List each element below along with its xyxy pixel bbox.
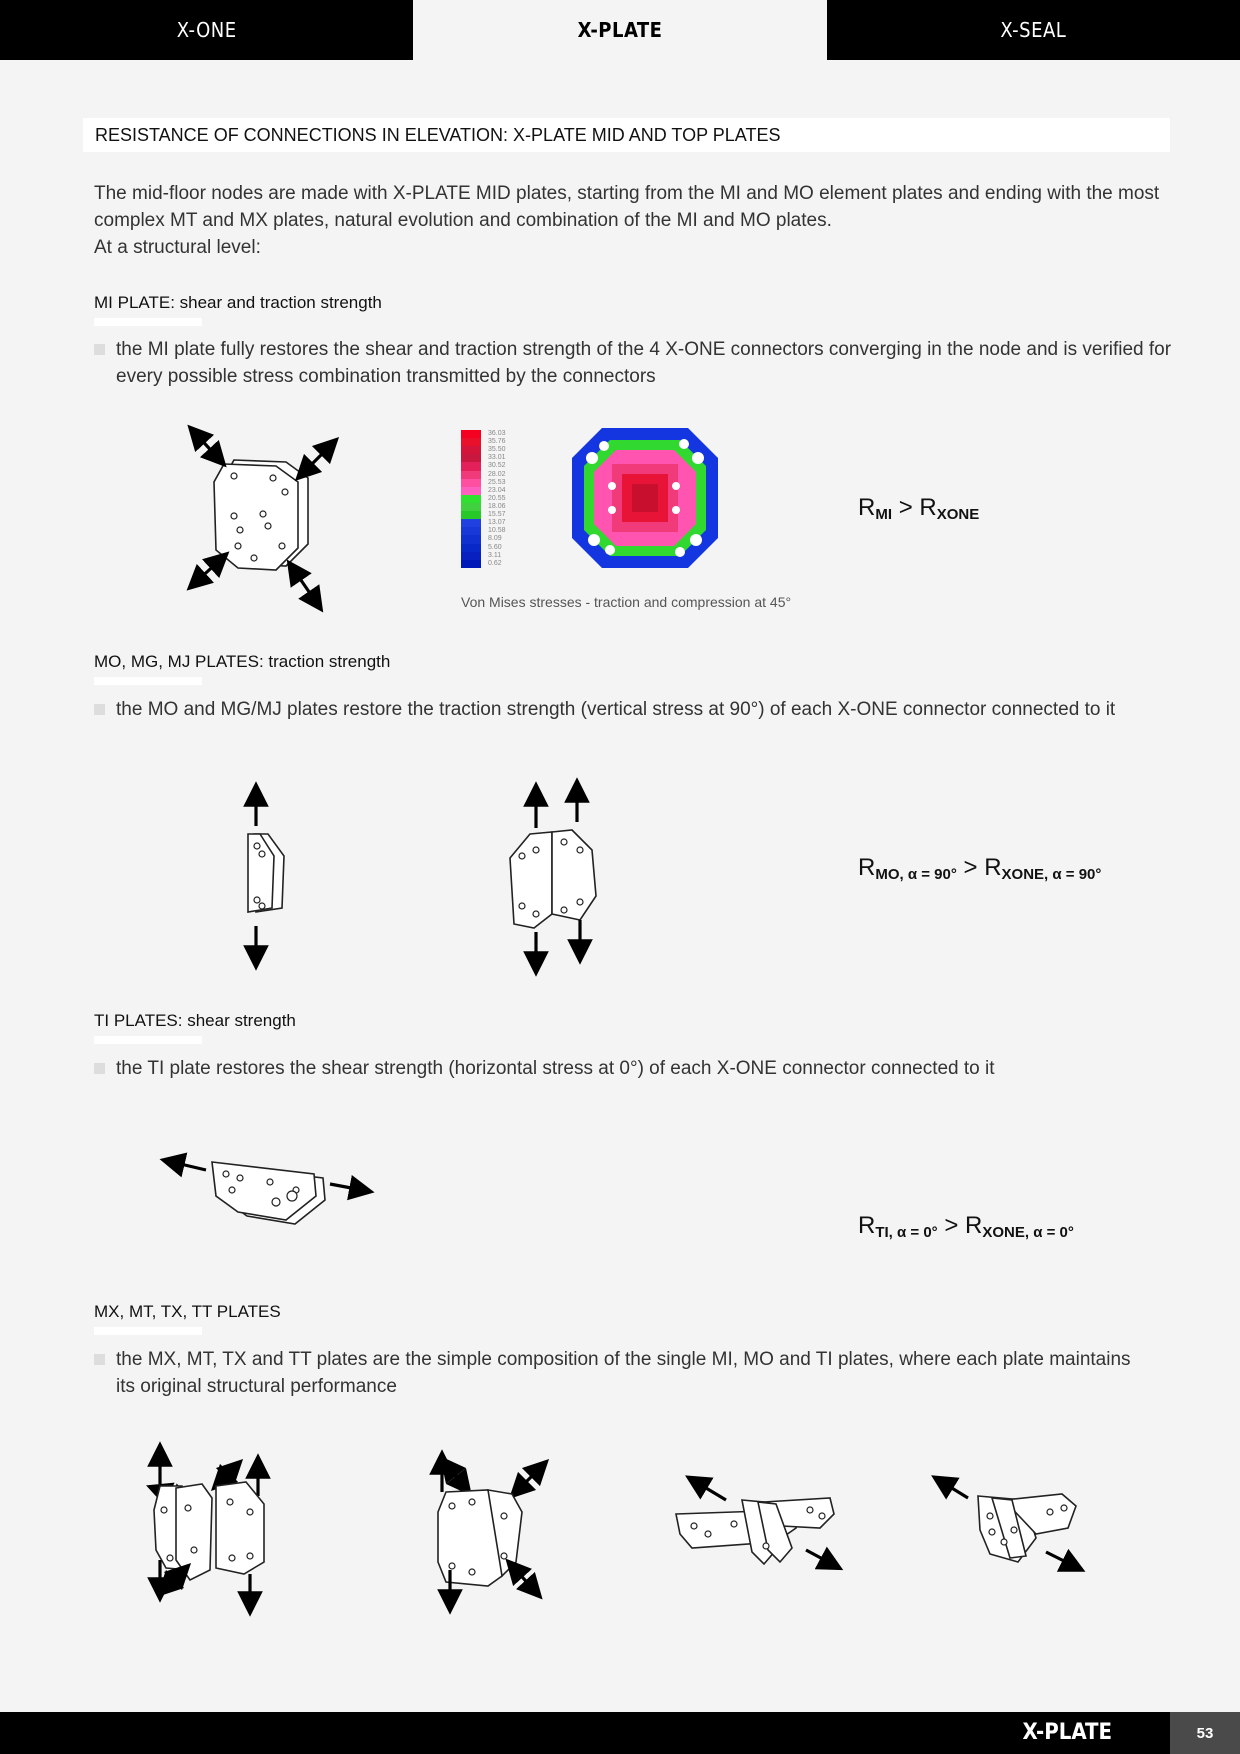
mx-subtitle-bar — [94, 1327, 202, 1335]
legend-swatch — [461, 560, 481, 568]
bullet-square-icon — [94, 344, 105, 355]
intro-line-2: complex MT and MX plates, natural evolution and combination of the MI and MO plates. — [94, 210, 832, 231]
legend-value: 25.53 — [488, 478, 506, 486]
mi-bullet — [94, 336, 1184, 390]
formula-sub: TI, α = 0° — [875, 1224, 938, 1241]
formula-sub: MO, α = 90° — [875, 866, 957, 883]
mi-formula — [858, 494, 979, 523]
legend-swatch — [461, 430, 481, 438]
tab-x-one[interactable]: X-ONE — [0, 0, 413, 60]
bullet-square-icon — [94, 1354, 105, 1365]
formula-op: > — [963, 854, 978, 881]
legend-swatch — [461, 552, 481, 560]
legend-swatch — [461, 527, 481, 535]
formula-sub: XONE — [936, 506, 980, 523]
page-footer — [0, 1712, 1240, 1754]
mg-mj-plate-diagram — [500, 786, 610, 966]
top-tab-bar — [0, 0, 1240, 60]
legend-value: 35.50 — [488, 446, 506, 454]
bullet-square-icon — [94, 704, 105, 715]
mt-plate-diagram — [428, 1456, 548, 1606]
tab-x-plate[interactable]: X-PLATE — [413, 0, 826, 60]
tx-plate-diagram — [672, 1476, 842, 1576]
legend-swatch — [461, 438, 481, 446]
formula-sub: MI — [875, 506, 893, 523]
legend-swatch — [461, 495, 481, 503]
ti-bullet-line-1: the TI plate restores the shear strength (horizontal stress at 0°) of each X-ONE connector connected to it — [116, 1058, 995, 1079]
mx-bullet — [94, 1346, 1184, 1400]
legend-value: 8.09 — [488, 535, 502, 543]
mo-bullet — [94, 696, 1184, 723]
stress-legend-values — [488, 430, 506, 568]
legend-value: 3.11 — [488, 551, 502, 559]
legend-swatch — [461, 471, 481, 479]
legend-swatch — [461, 487, 481, 495]
legend-value: 20.55 — [488, 494, 506, 502]
mo-formula — [858, 854, 1101, 883]
mi-subtitle: MI PLATE: shear and traction strength — [94, 293, 382, 312]
legend-swatch — [461, 511, 481, 519]
section-title: RESISTANCE OF CONNECTIONS IN ELEVATION: X-PLATE MID AND TOP PLATES — [83, 118, 1170, 152]
intro-line-1: The mid-floor nodes are made with X-PLATE MID plates, starting from the MI and MO element plates and ending with the most — [94, 183, 1160, 204]
tab-x-seal[interactable]: X-SEAL — [827, 0, 1240, 60]
mx-bullet-line-2: its original structural performance — [116, 1376, 397, 1397]
formula-op: > — [944, 1212, 959, 1239]
mo-plate-diagram — [238, 790, 298, 960]
legend-value: 0.62 — [488, 559, 502, 567]
legend-value: 13.07 — [488, 519, 506, 527]
legend-swatch — [461, 519, 481, 527]
legend-value: 28.02 — [488, 470, 506, 478]
legend-swatch — [461, 503, 481, 511]
ti-bullet — [94, 1055, 1184, 1082]
legend-value: 23.04 — [488, 486, 506, 494]
legend-swatch — [461, 535, 481, 543]
formula-r: R — [858, 1212, 876, 1239]
ti-formula — [858, 1212, 1074, 1241]
legend-value: 35.76 — [488, 438, 506, 446]
legend-value: 5.60 — [488, 543, 502, 551]
formula-sub: XONE, α = 0° — [982, 1224, 1074, 1241]
legend-swatch — [461, 462, 481, 470]
stress-color-legend — [461, 430, 481, 568]
footer-title: X-PLATE — [1022, 1720, 1112, 1745]
mo-subtitle-bar — [94, 677, 202, 685]
intro-paragraph — [94, 180, 1174, 261]
bullet-square-icon — [94, 1063, 105, 1074]
von-mises-stress-map — [572, 428, 718, 568]
formula-r: R — [919, 494, 937, 521]
mx-plate-diagram — [146, 1450, 276, 1610]
mi-bullet-line-1: the MI plate fully restores the shear and traction strength of the 4 X-ONE connectors converging in the node and is verified for — [116, 339, 1172, 360]
mx-subtitle: MX, MT, TX, TT PLATES — [94, 1302, 281, 1321]
mi-subtitle-bar — [94, 318, 202, 326]
legend-swatch — [461, 479, 481, 487]
mo-bullet-line-1: the MO and MG/MJ plates restore the traction strength (vertical stress at 90°) of each X-ONE connector connected to it — [116, 699, 1116, 720]
ti-subtitle-bar — [94, 1036, 202, 1044]
mi-plate-diagram — [190, 428, 340, 608]
tt-plate-diagram — [938, 1476, 1078, 1576]
legend-swatch — [461, 454, 481, 462]
formula-r: R — [984, 854, 1002, 881]
formula-r: R — [858, 494, 876, 521]
formula-r: R — [965, 1212, 983, 1239]
formula-op: > — [898, 494, 913, 521]
intro-line-3: At a structural level: — [94, 237, 261, 258]
mo-subtitle: MO, MG, MJ PLATES: traction strength — [94, 652, 391, 671]
legend-value: 18.06 — [488, 502, 506, 510]
formula-sub: XONE, α = 90° — [1001, 866, 1102, 883]
page-number: 53 — [1170, 1712, 1240, 1754]
ti-subtitle: TI PLATES: shear strength — [94, 1011, 296, 1030]
stress-caption: Von Mises stresses - traction and compression at 45° — [461, 594, 792, 610]
mx-bullet-line-1: the MX, MT, TX and TT plates are the simple composition of the single MI, MO and TI plates, where each plate maintains — [116, 1349, 1131, 1370]
mi-bullet-line-2: every possible stress combination transmitted by the connectors — [116, 366, 656, 387]
legend-value: 33.01 — [488, 454, 506, 462]
ti-plate-diagram — [168, 1148, 368, 1228]
legend-swatch — [461, 544, 481, 552]
legend-value: 15.57 — [488, 511, 506, 519]
formula-r: R — [858, 854, 876, 881]
legend-value: 30.52 — [488, 462, 506, 470]
legend-swatch — [461, 446, 481, 454]
legend-value: 10.58 — [488, 527, 506, 535]
legend-value: 36.03 — [488, 430, 506, 437]
